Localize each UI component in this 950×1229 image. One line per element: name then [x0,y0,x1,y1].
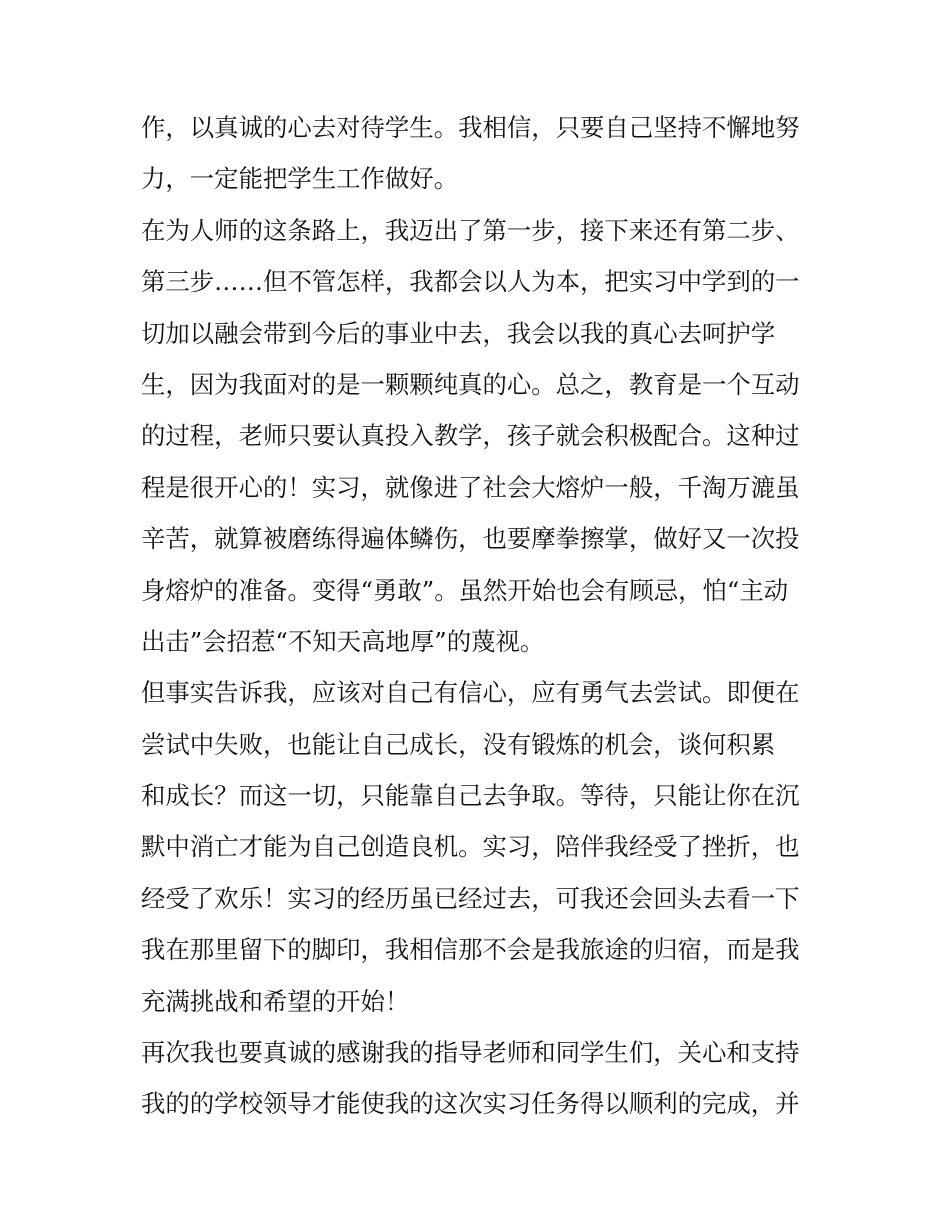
text-line: 辛苦，就算被磨练得遍体鳞伤，也要摩拳擦掌，做好又一次投 [141,524,800,554]
text-line: 和成长？而这一切，只能靠自己去争取。等待，只能让你在沉 [141,781,800,811]
text-line: 默中消亡才能为自己创造良机。实习，陪伴我经受了挫折，也 [141,832,800,862]
text-line: 身熔炉的准备。变得“勇敢”。虽然开始也会有顾忌，怕“主动 [141,575,789,605]
text-line: 我的的学校领导才能使我的这次实习任务得以顺利的完成，并 [141,1089,800,1119]
text-line: 经受了欢乐！实习的经历虽已经过去，可我还会回头去看一下 [141,883,800,913]
text-line: 但事实告诉我，应该对自己有信心，应有勇气去尝试。即便在 [141,678,800,708]
text-line: 作，以真诚的心去对待学生。我相信，只要自己坚持不懈地努 [141,113,800,142]
text-line: 尝试中失败，也能让自己成长，没有锻炼的机会，谈何积累 [141,729,776,759]
text-line: 我在那里留下的脚印，我相信那不会是我旅途的归宿，而是我 [141,935,800,965]
document-body [141,102,821,1130]
text-line: 第三步……但不管怎样，我都会以人为本，把实习中学到的一 [141,267,800,297]
text-line: 力，一定能把学生工作做好。 [141,164,459,194]
text-line: 程是很开心的！实习，就像进了社会大熔炉一般，千淘万漉虽 [141,472,800,502]
text-line: 切加以融会带到今后的事业中去，我会以我的真心去呵护学 [141,318,776,348]
text-line: 生，因为我面对的是一颗颗纯真的心。总之，教育是一个互动 [141,369,800,399]
text-line: 的过程，老师只要认真投入教学，孩子就会积极配合。这种过 [141,421,800,451]
text-line: 在为人师的这条路上，我迈出了第一步，接下来还有第二步、 [141,215,800,245]
text-line: 出击”会招惹“不知天高地厚”的蔑视。 [141,626,545,656]
text-line: 再次我也要真诚的感谢我的指导老师和同学生们，关心和支持 [141,1038,800,1068]
text-line: 充满挑战和希望的开始！ [141,986,410,1016]
